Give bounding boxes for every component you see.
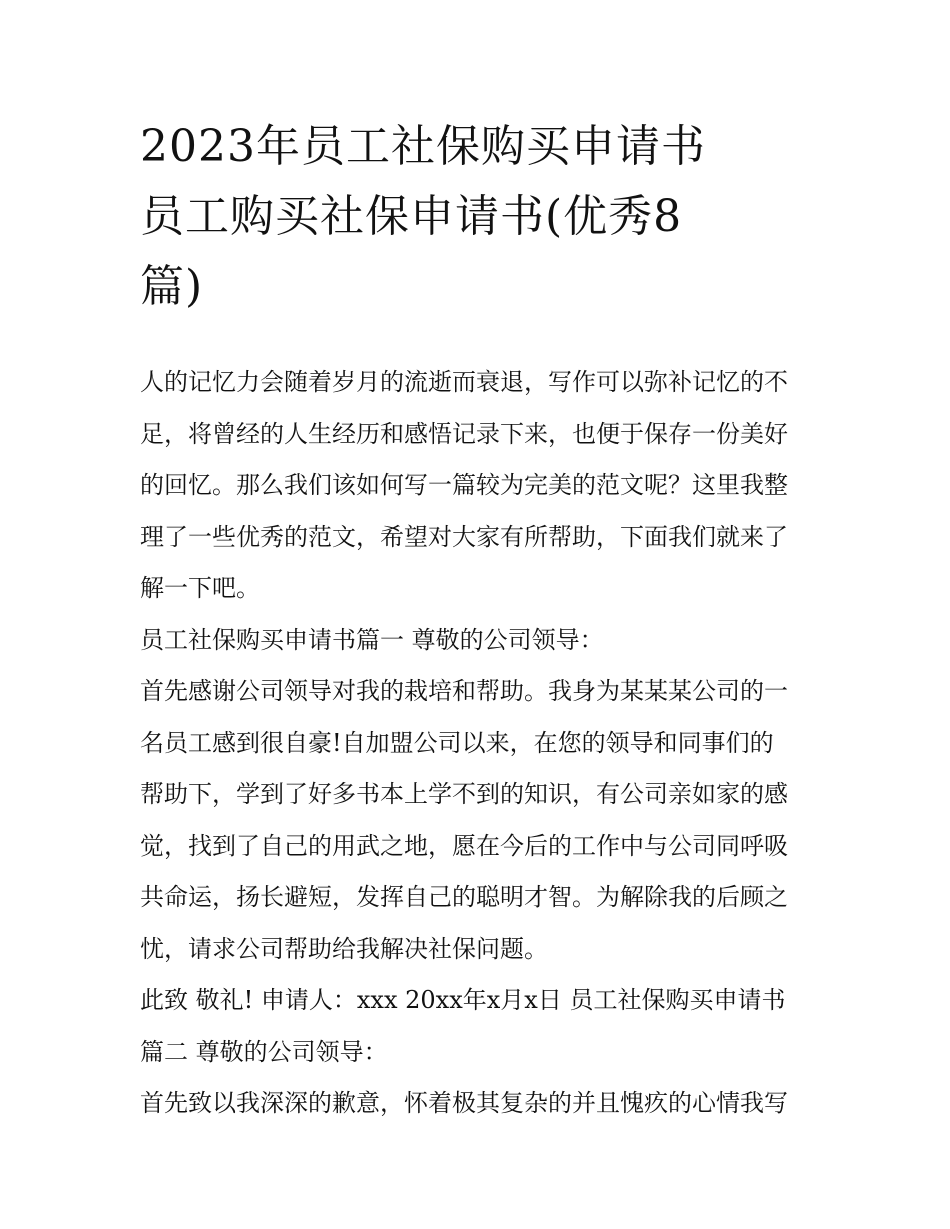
document-title	[140, 112, 820, 322]
title-line-1: 2023年员工社保购买申请书	[140, 121, 706, 172]
body-line: 足，将曾经的人生经历和感悟记录下来，也便于保存一份美好	[140, 419, 788, 448]
title-line-2: 员工购买社保申请书(优秀8	[140, 191, 683, 242]
body-line: 人的记忆力会随着岁月的流逝而衰退，写作可以弥补记忆的不	[140, 368, 788, 396]
body-line: 忧，请求公司帮助给我解决社保问题。	[140, 934, 548, 963]
body-line: 的回忆。那么我们该如何写一篇较为完美的范文呢？这里我整	[140, 471, 788, 499]
document-body	[140, 357, 820, 1130]
body-line: 觉，找到了自己的用武之地，愿在今后的工作中与公司同呼吸	[140, 831, 788, 860]
body-line: 员工社保购买申请书篇一 尊敬的公司领导：	[140, 625, 604, 654]
body-line: 解一下吧。	[140, 574, 260, 602]
body-line: 共命运，扬长避短，发挥自己的聪明才智。为解除我的后顾之	[140, 883, 788, 911]
body-line: 首先致以我深深的歉意，怀着极其复杂的并且愧疚的心情我写	[140, 1089, 788, 1117]
body-line: 帮助下，学到了好多书本上学不到的知识，有公司亲如家的感	[140, 780, 788, 808]
body-line: 名员工感到很自豪!自加盟公司以来，在您的领导和同事们的	[140, 728, 774, 757]
body-line: 首先感谢公司领导对我的栽培和帮助。我身为某某某公司的一	[140, 677, 788, 705]
body-line: 篇二 尊敬的公司领导：	[140, 1037, 388, 1066]
title-line-3: 篇)	[140, 261, 204, 312]
body-line: 理了一些优秀的范文，希望对大家有所帮助，下面我们就来了	[140, 522, 788, 551]
body-line: 此致 敬礼! 申请人：xxx 20xx年x月x日 员工社保购买申请书	[140, 986, 786, 1014]
